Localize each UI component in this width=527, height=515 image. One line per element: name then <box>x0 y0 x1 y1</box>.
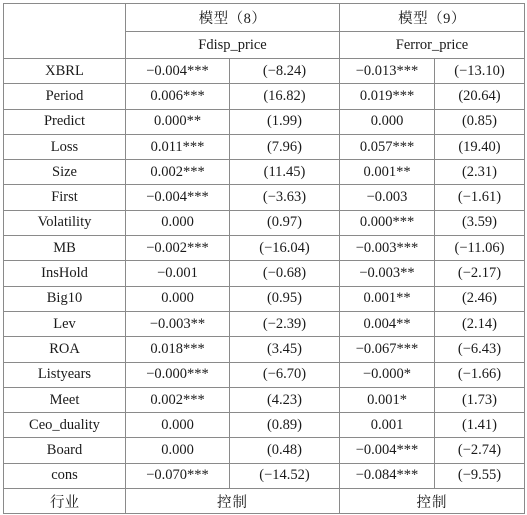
tstat-model-9: (20.64) <box>435 84 525 109</box>
model-8-header: 模型（8） <box>126 4 340 32</box>
tstat-model-8: (−0.68) <box>230 261 340 286</box>
coef-model-8: −0.004*** <box>126 59 230 84</box>
coef-model-9: 0.001* <box>340 387 435 412</box>
dependent-var-a: Fdisp_price <box>126 32 340 59</box>
regression-table <box>3 3 525 514</box>
table-row <box>4 438 525 463</box>
coef-model-9: −0.003 <box>340 185 435 210</box>
tstat-model-8: (11.45) <box>230 160 340 185</box>
tstat-model-9: (1.73) <box>435 387 525 412</box>
table-row <box>4 261 525 286</box>
table-row <box>4 185 525 210</box>
coef-model-8: 0.018*** <box>126 337 230 362</box>
industry-control-model-9: 控制 <box>340 489 525 514</box>
coef-model-9: −0.084*** <box>340 463 435 488</box>
coef-model-8: 0.000 <box>126 210 230 235</box>
variable-name: First <box>4 185 126 210</box>
table-row <box>4 463 525 488</box>
tstat-model-8: (1.99) <box>230 109 340 134</box>
coef-model-8: 0.011*** <box>126 134 230 159</box>
header-corner-cell <box>4 4 126 59</box>
tstat-model-9: (−6.43) <box>435 337 525 362</box>
table-row <box>4 160 525 185</box>
tstat-model-9: (−1.61) <box>435 185 525 210</box>
coef-model-8: −0.003** <box>126 311 230 336</box>
coef-model-9: 0.004** <box>340 311 435 336</box>
variable-name: Listyears <box>4 362 126 387</box>
industry-control-model-8: 控制 <box>126 489 340 514</box>
coef-model-9: 0.019*** <box>340 84 435 109</box>
coef-model-9: 0.001** <box>340 286 435 311</box>
table-row <box>4 337 525 362</box>
table-row <box>4 134 525 159</box>
tstat-model-8: (7.96) <box>230 134 340 159</box>
tstat-model-9: (2.14) <box>435 311 525 336</box>
variable-name: InsHold <box>4 261 126 286</box>
variable-name: XBRL <box>4 59 126 84</box>
table-row <box>4 311 525 336</box>
variable-name: Ceo_duality <box>4 413 126 438</box>
coef-model-9: 0.000 <box>340 109 435 134</box>
variable-name: Predict <box>4 109 126 134</box>
table-row <box>4 59 525 84</box>
tstat-model-8: (4.23) <box>230 387 340 412</box>
dependent-var-b: Ferror_price <box>340 32 525 59</box>
tstat-model-8: (16.82) <box>230 84 340 109</box>
tstat-model-9: (−9.55) <box>435 463 525 488</box>
variable-name: Loss <box>4 134 126 159</box>
coef-model-9: −0.067*** <box>340 337 435 362</box>
table-row <box>4 236 525 261</box>
tstat-model-9: (1.41) <box>435 413 525 438</box>
coef-model-9: 0.000*** <box>340 210 435 235</box>
coef-model-9: −0.000* <box>340 362 435 387</box>
tstat-model-8: (−2.39) <box>230 311 340 336</box>
tstat-model-8: (−8.24) <box>230 59 340 84</box>
coef-model-9: 0.001** <box>340 160 435 185</box>
tstat-model-8: (0.89) <box>230 413 340 438</box>
coef-model-8: −0.070*** <box>126 463 230 488</box>
table-row <box>4 84 525 109</box>
coef-model-8: 0.002*** <box>126 160 230 185</box>
variable-name: Board <box>4 438 126 463</box>
coef-model-9: 0.001 <box>340 413 435 438</box>
tstat-model-9: (3.59) <box>435 210 525 235</box>
table-row <box>4 286 525 311</box>
coef-model-9: −0.003*** <box>340 236 435 261</box>
variable-name: Big10 <box>4 286 126 311</box>
industry-label: 行业 <box>4 489 126 514</box>
tstat-model-9: (19.40) <box>435 134 525 159</box>
coef-model-9: −0.003** <box>340 261 435 286</box>
tstat-model-9: (0.85) <box>435 109 525 134</box>
variable-name: Lev <box>4 311 126 336</box>
variable-name: MB <box>4 236 126 261</box>
coef-model-8: −0.000*** <box>126 362 230 387</box>
tstat-model-8: (−6.70) <box>230 362 340 387</box>
header-row-models <box>4 4 525 32</box>
tstat-model-8: (−3.63) <box>230 185 340 210</box>
coef-model-8: −0.001 <box>126 261 230 286</box>
variable-name: cons <box>4 463 126 488</box>
coef-model-9: 0.057*** <box>340 134 435 159</box>
tstat-model-9: (−2.74) <box>435 438 525 463</box>
table-row <box>4 210 525 235</box>
industry-control-row <box>4 489 525 514</box>
variable-name: Volatility <box>4 210 126 235</box>
variable-name: Size <box>4 160 126 185</box>
tstat-model-8: (−14.52) <box>230 463 340 488</box>
table-row <box>4 387 525 412</box>
tstat-model-9: (2.46) <box>435 286 525 311</box>
tstat-model-8: (−16.04) <box>230 236 340 261</box>
coef-model-8: 0.002*** <box>126 387 230 412</box>
tstat-model-8: (0.95) <box>230 286 340 311</box>
tstat-model-9: (−2.17) <box>435 261 525 286</box>
variable-name: ROA <box>4 337 126 362</box>
coef-model-8: −0.004*** <box>126 185 230 210</box>
tstat-model-9: (−13.10) <box>435 59 525 84</box>
variable-name: Period <box>4 84 126 109</box>
tstat-model-9: (2.31) <box>435 160 525 185</box>
tstat-model-8: (0.48) <box>230 438 340 463</box>
coef-model-8: 0.000** <box>126 109 230 134</box>
tstat-model-9: (−11.06) <box>435 236 525 261</box>
table-row <box>4 413 525 438</box>
tstat-model-8: (3.45) <box>230 337 340 362</box>
coef-model-8: 0.006*** <box>126 84 230 109</box>
model-9-header: 模型（9） <box>340 4 525 32</box>
coef-model-8: −0.002*** <box>126 236 230 261</box>
table-row <box>4 109 525 134</box>
coef-model-8: 0.000 <box>126 438 230 463</box>
coef-model-8: 0.000 <box>126 286 230 311</box>
coef-model-8: 0.000 <box>126 413 230 438</box>
tstat-model-8: (0.97) <box>230 210 340 235</box>
variable-name: Meet <box>4 387 126 412</box>
coef-model-9: −0.004*** <box>340 438 435 463</box>
table-row <box>4 362 525 387</box>
tstat-model-9: (−1.66) <box>435 362 525 387</box>
coef-model-9: −0.013*** <box>340 59 435 84</box>
